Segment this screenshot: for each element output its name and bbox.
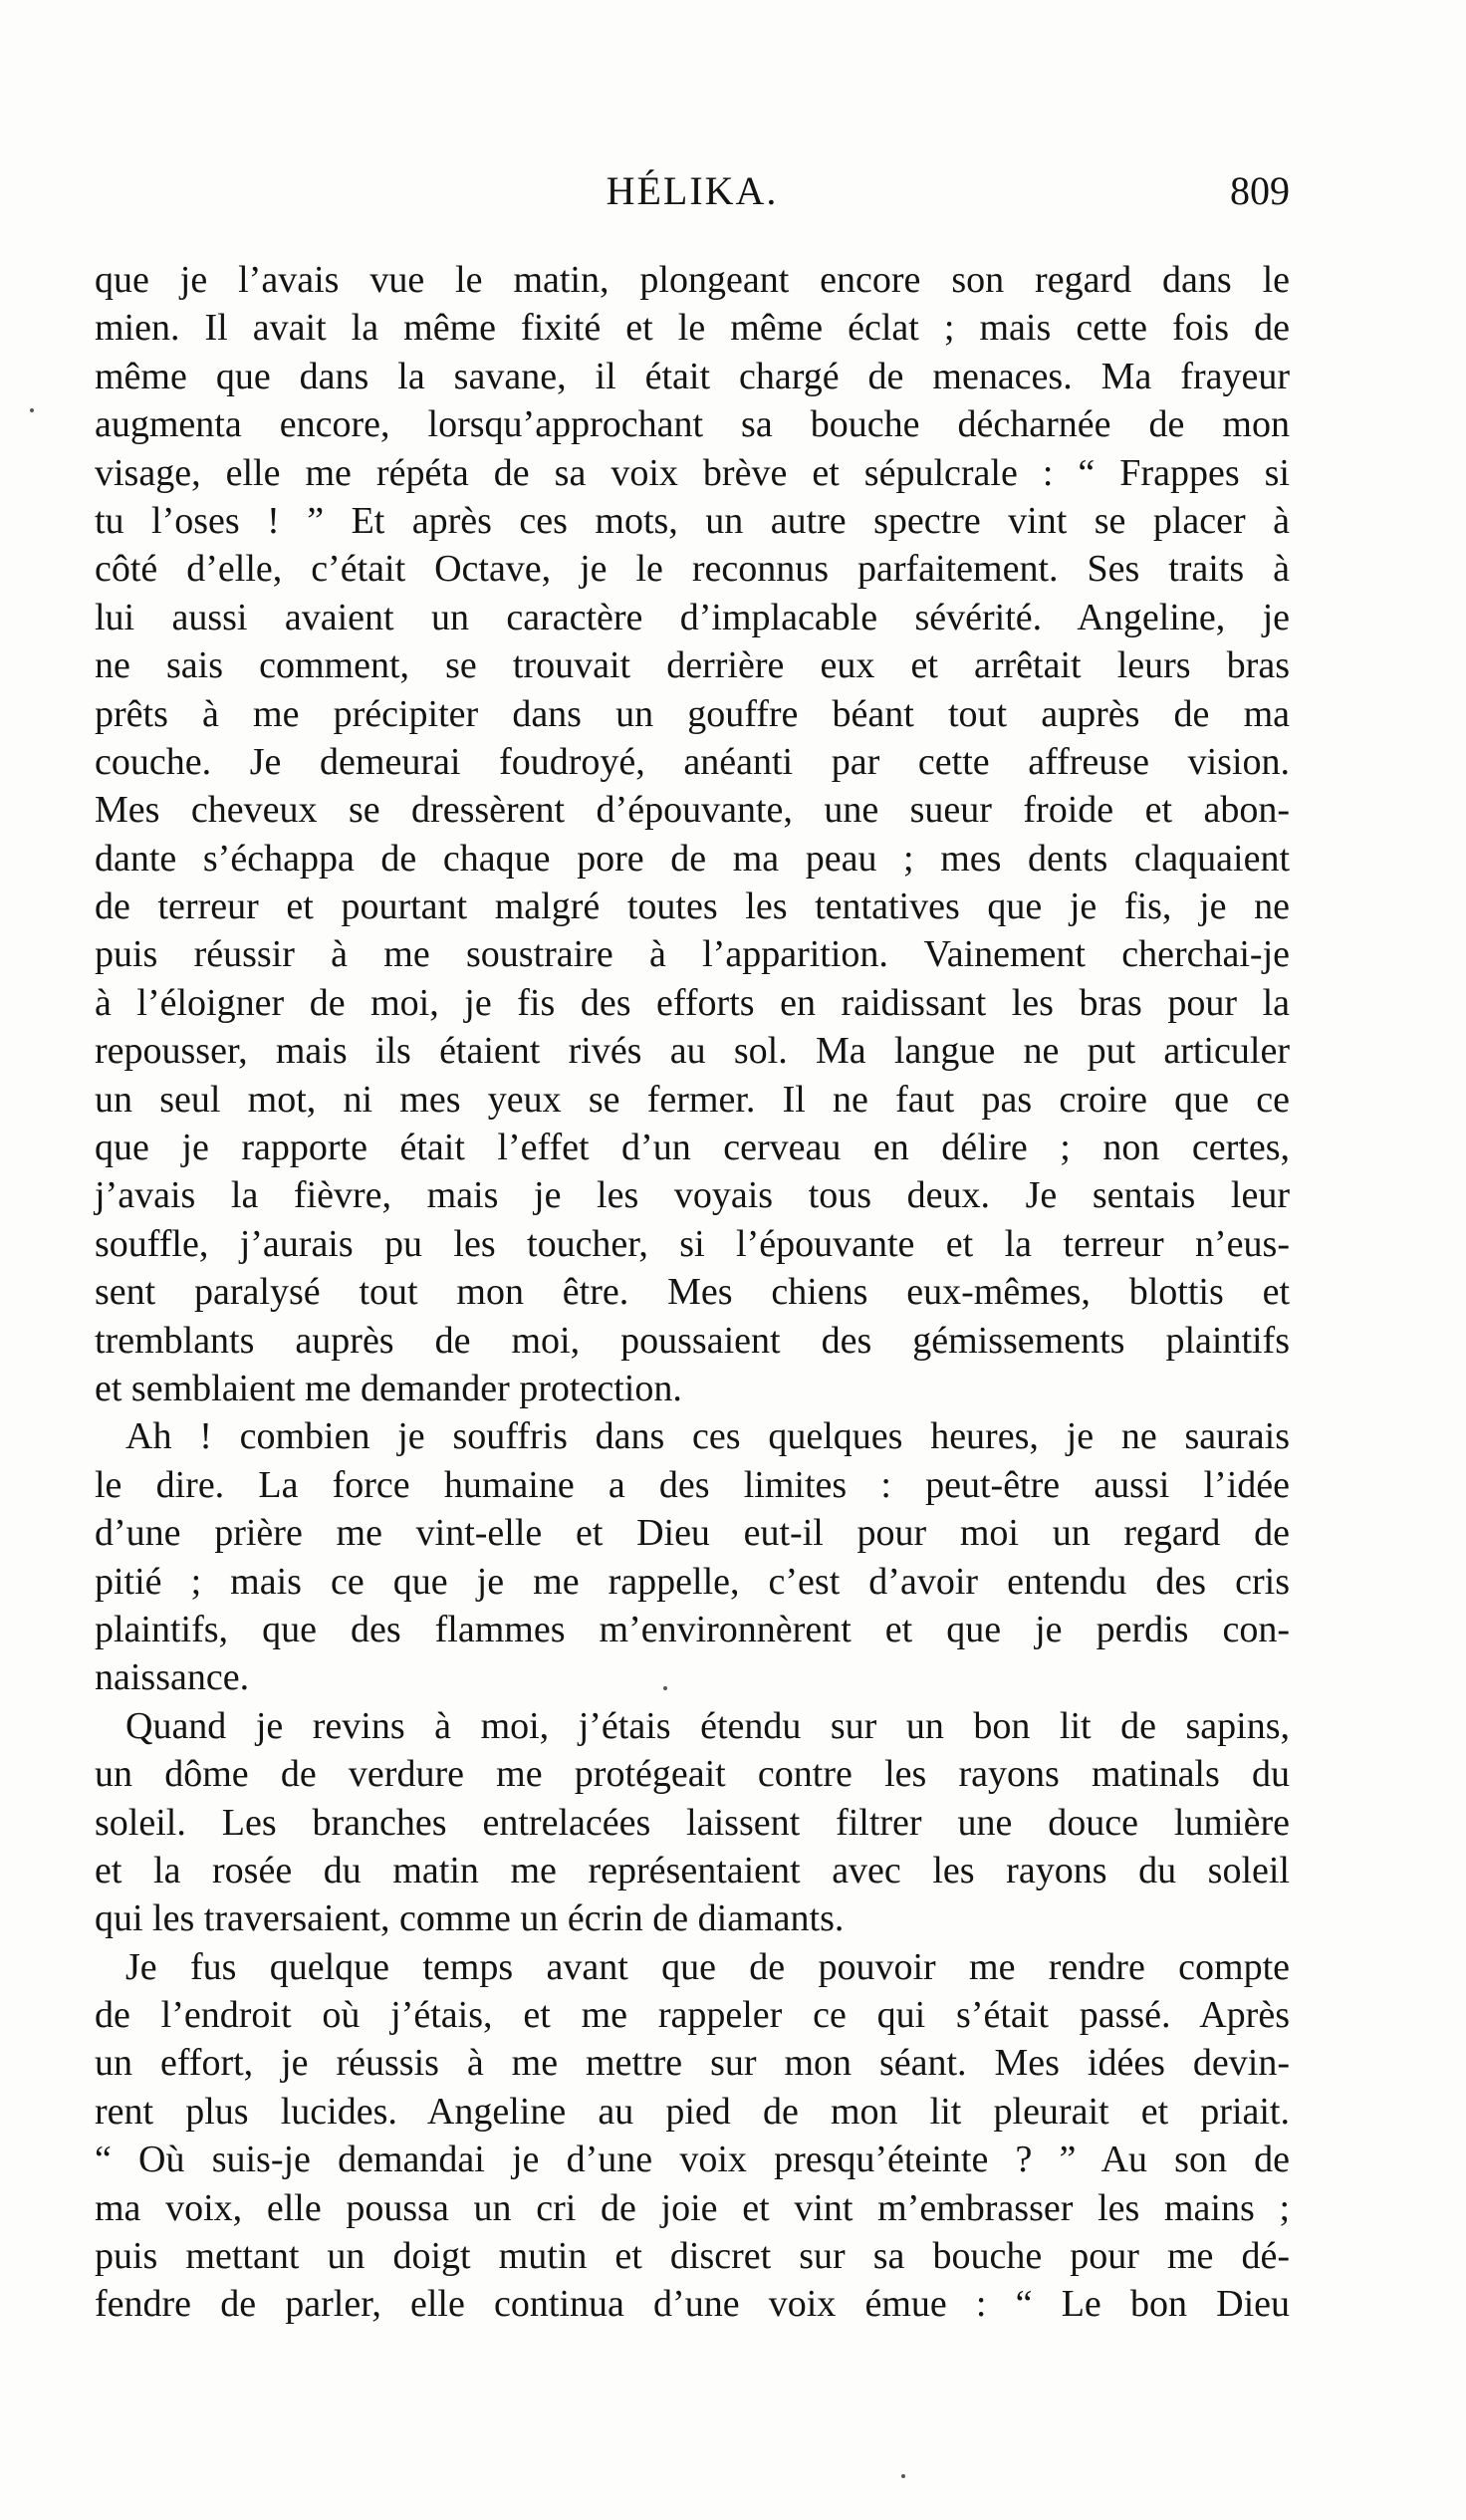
paper-speck [663,1686,667,1690]
text-line: dante s’échappa de chaque pore de ma peau ; mes dents claquaient [95,837,1290,880]
text-line: tremblants auprès de moi, poussaient des gémissements plaintifs [95,1319,1290,1362]
text-line: plaintifs, que des flammes m’environnèrent et que je perdis con- [95,1608,1290,1650]
text-line: rent plus lucides. Angeline au pied de mon lit pleurait et priait. [95,2090,1290,2133]
body-text [95,256,1290,2329]
text-line: visage, elle me répéta de sa voix brève et sépulcrale : “ Frappes si [95,451,1290,494]
text-line: Quand je revins à moi, j’étais étendu sur un bon lit de sapins, [125,1704,1290,1747]
text-line: et la rosée du matin me représentaient avec les rayons du soleil [95,1849,1290,1891]
text-line: pitié ; mais ce que je me rappelle, c’est d’avoir entendu des cris [95,1560,1290,1603]
text-line: à l’éloigner de moi, je fis des efforts en raidissant les bras pour la [95,981,1290,1024]
text-line: de l’endroit où j’étais, et me rappeler ce qui s’était passé. Après [95,1994,1290,2037]
text-line: sent paralysé tout mon être. Mes chiens eux-mêmes, blottis et [95,1271,1290,1314]
text-line: prêts à me précipiter dans un gouffre béant tout auprès de ma [95,692,1290,735]
text-line: naissance. [95,1656,250,1699]
text-line: “ Où suis-je demandai je d’une voix presqu’éteinte ? ” Au son de [95,2139,1290,2181]
page-header [95,167,1290,227]
text-line: un dôme de verdure me protégeait contre les rayons matinals du [95,1753,1290,1796]
text-line: de terreur et pourtant malgré toutes les tentatives que je fis, je ne [95,885,1290,928]
text-line: puis mettant un doigt mutin et discret sur sa bouche pour me dé- [95,2235,1290,2278]
text-line: mien. Il avait la même fixité et le même éclat ; mais cette fois de [95,307,1290,350]
text-line: qui les traversaient, comme un écrin de diamants. [95,1897,845,1940]
text-line: souffle, j’aurais pu les toucher, si l’épouvante et la terreur n’eus- [95,1222,1290,1265]
text-line: un effort, je réussis à me mettre sur mon séant. Mes idées devin- [95,2042,1290,2085]
text-line: ne sais comment, se trouvait derrière eux et arrêtait leurs bras [95,644,1290,687]
text-line: le dire. La force humaine a des limites : peut-être aussi l’idée [95,1463,1290,1506]
text-line: Ah ! combien je souffris dans ces quelques heures, je ne saurais [125,1415,1290,1458]
text-line: d’une prière me vint-elle et Dieu eut-il pour moi un regard de [95,1512,1290,1555]
page-number: 809 [1230,168,1290,213]
text-line: lui aussi avaient un caractère d’implacable sévérité. Angeline, je [95,596,1290,638]
text-line: augmenta encore, lorsqu’approchant sa bouche décharnée de mon [95,403,1290,446]
paper-speck [901,2474,905,2478]
text-line: que je rapporte était l’effet d’un cerveau en délire ; non certes, [95,1127,1290,1169]
text-line: j’avais la fièvre, mais je les voyais tous deux. Je sentais leur [95,1174,1290,1217]
running-title: HÉLIKA. [606,168,779,213]
text-line: Je fus quelque temps avant que de pouvoir me rendre compte [125,1945,1290,1988]
text-line: ma voix, elle poussa un cri de joie et vint m’embrasser les mains ; [95,2186,1290,2229]
text-line: que je l’avais vue le matin, plongeant encore son regard dans le [95,259,1290,301]
text-line: côté d’elle, c’était Octave, je le reconnus parfaitement. Ses traits à [95,548,1290,591]
text-line: même que dans la savane, il était chargé de menaces. Ma frayeur [95,355,1290,397]
text-line: tu l’oses ! ” Et après ces mots, un autre spectre vint se placer à [95,499,1290,542]
text-line: fendre de parler, elle continua d’une voix émue : “ Le bon Dieu [95,2283,1290,2326]
edge-speck [30,408,34,412]
text-line: couche. Je demeurai foudroyé, anéanti par cette affreuse vision. [95,740,1290,783]
text-line: et semblaient me demander protection. [95,1367,682,1409]
text-line: puis réussir à me soustraire à l’apparition. Vainement cherchai-je [95,933,1290,976]
text-line: soleil. Les branches entrelacées laissent filtrer une douce lumière [95,1801,1290,1844]
text-line: un seul mot, ni mes yeux se fermer. Il ne faut pas croire que ce [95,1078,1290,1121]
text-line: repousser, mais ils étaient rivés au sol. Ma langue ne put articuler [95,1030,1290,1073]
text-line: Mes cheveux se dressèrent d’épouvante, une sueur froide et abon- [95,789,1290,832]
